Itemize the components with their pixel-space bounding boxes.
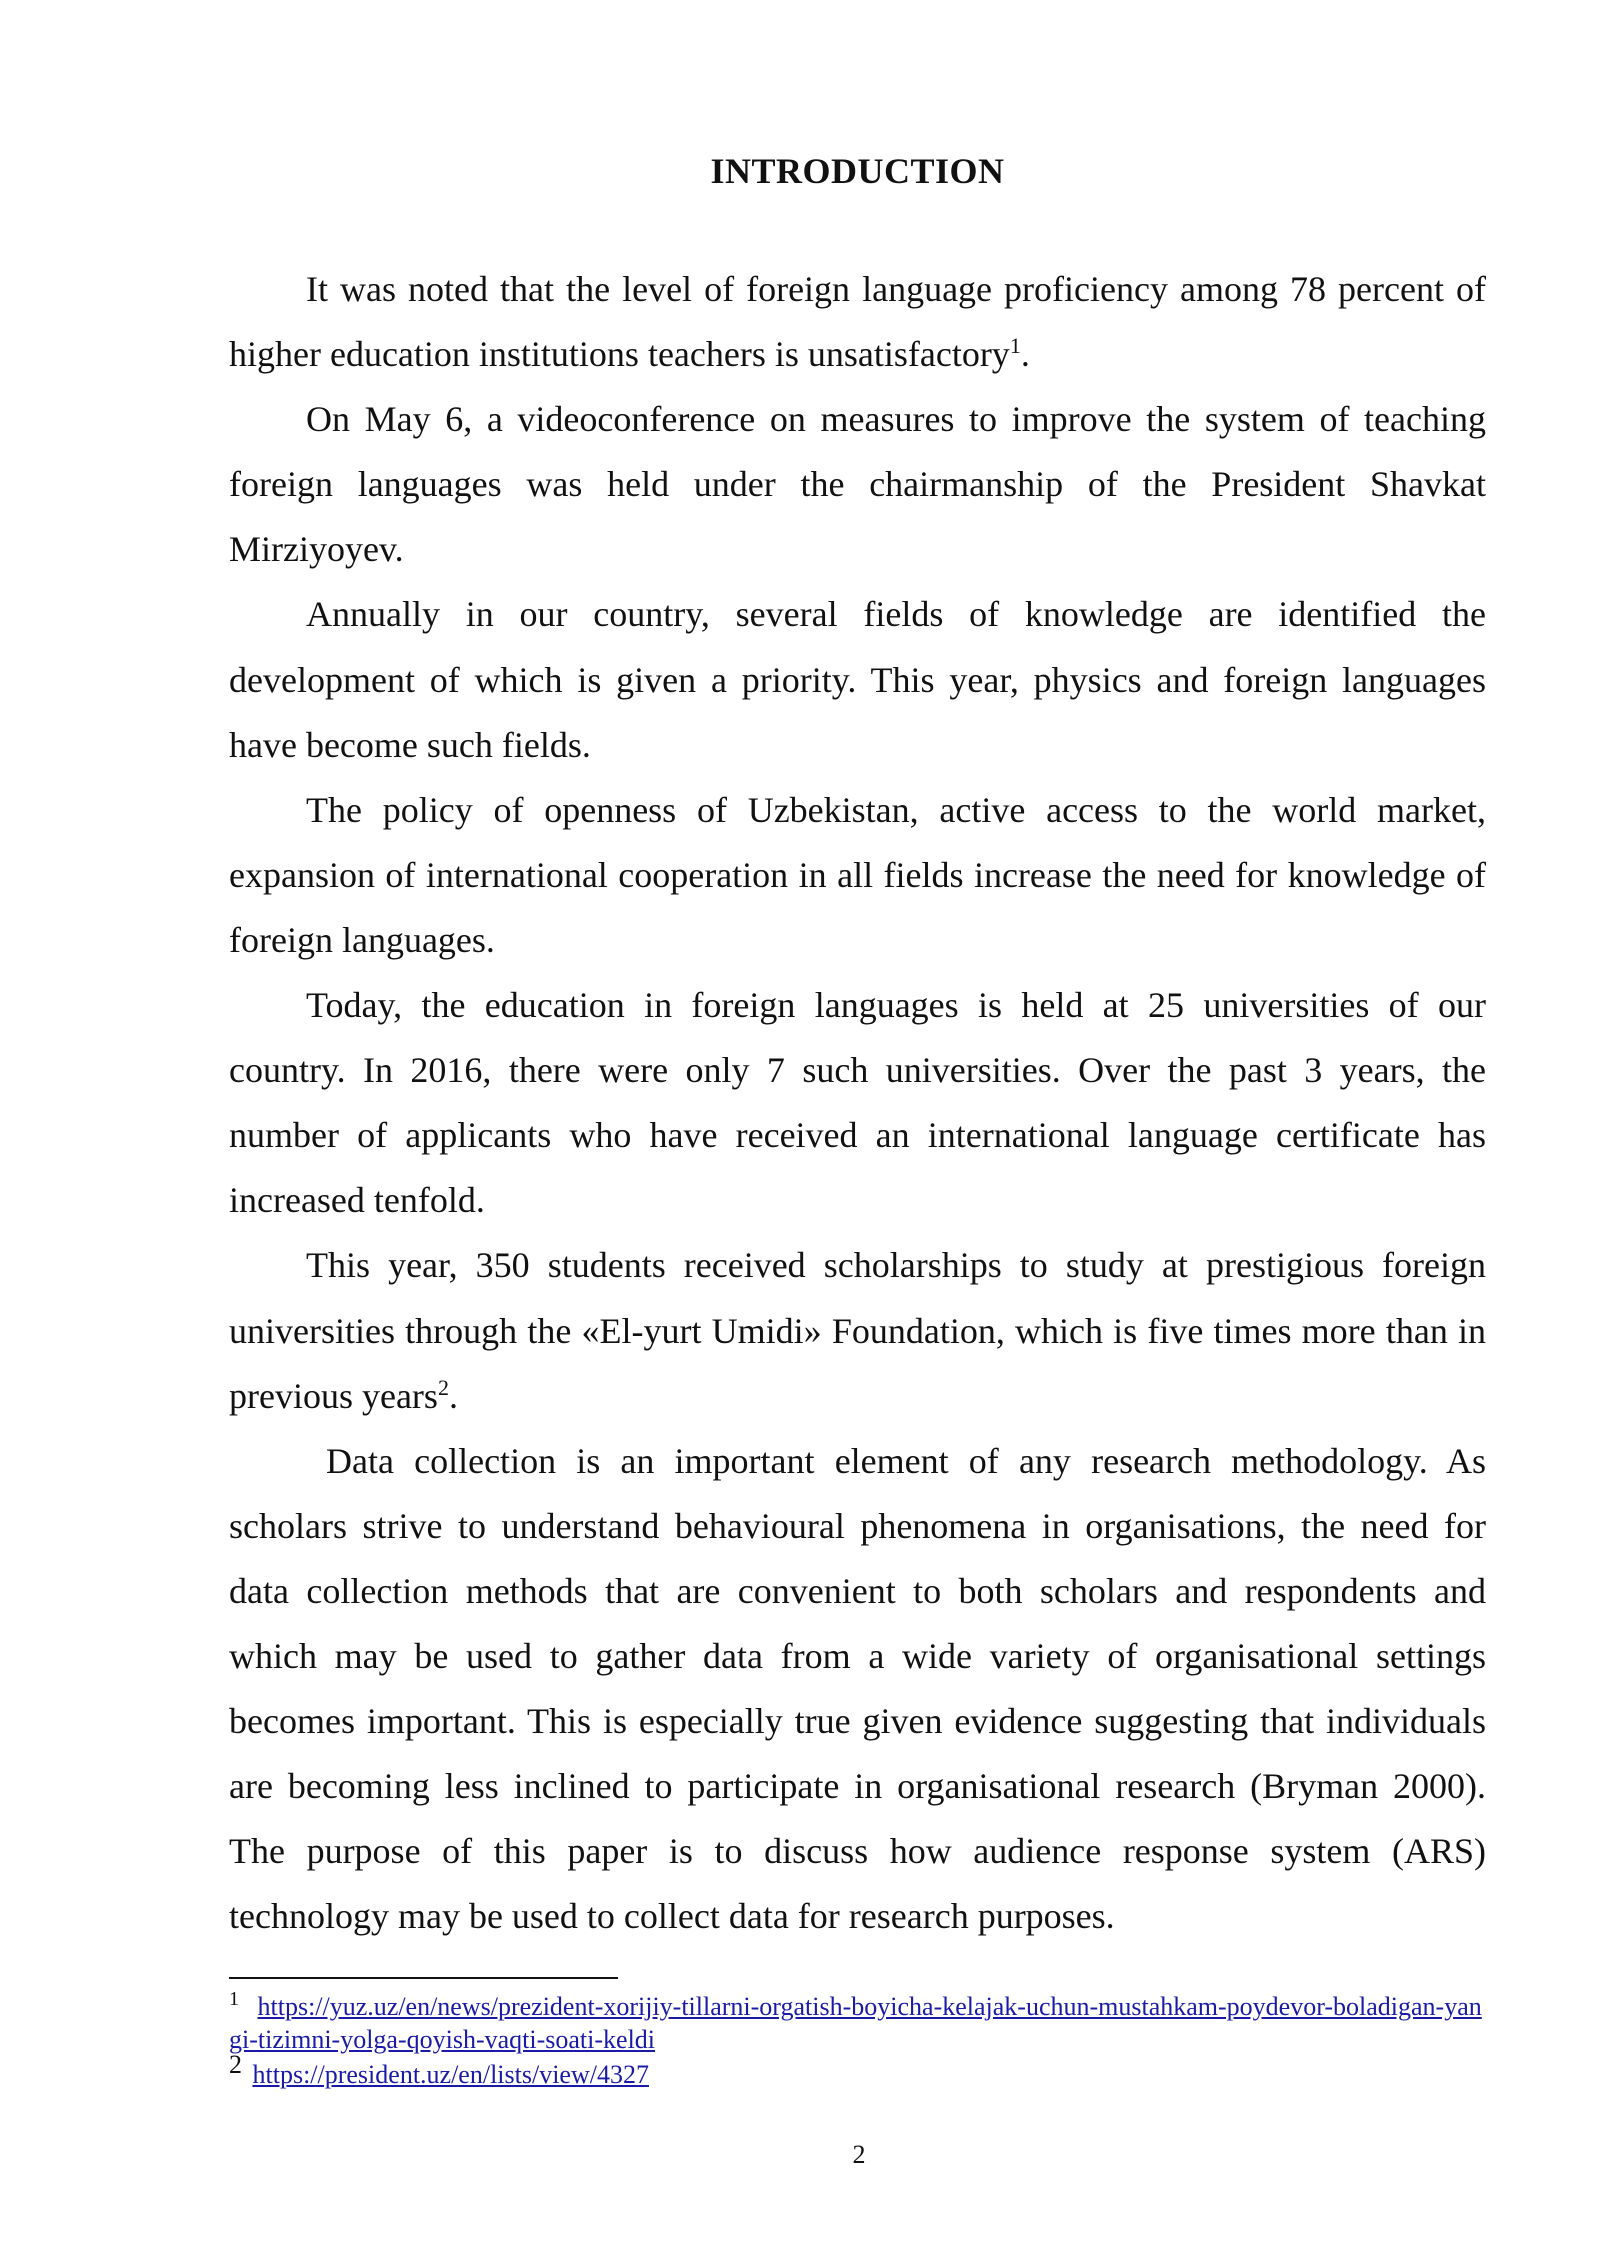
footnote-number: 1 [229,1988,239,2011]
footnote-separator [229,1977,618,1979]
paragraph-3: Annually in our country, several fields of knowledge are identified the development of which is given a priority. This year, physics and foreign languages have become such fields. [229,594,1486,765]
footnote-1 [229,1990,1493,2056]
paragraph-1-end: . [1020,334,1030,375]
paragraph-1 [229,257,1486,387]
footnote-link[interactable]: https://president.uz/en/lists/view/4327 [252,2060,649,2089]
page-title [0,150,1600,192]
paragraph-6 [229,1233,1486,1428]
paragraph-1-text: It was noted that the level of foreign language proficiency among 78 percent of higher education institutions teachers is unsatisfactory [229,269,1486,375]
paragraph-2: On May 6, a videoconference on measures to improve the system of teaching foreign languages was held under the chairmanship of the President Shavkat Mirziyoyev. [229,399,1486,570]
paragraph-7: Data collection is an important element of any research methodology. As scholars strive to understand behavioural phenomena in organisations, the need for data collection methods that are convenient to both scholars and respondents and which may be used to gather data from a wide variety of organisational settings becomes important. This is especially true given evidence suggesting that individuals are becoming less inclined to participate in organisational research (Bryman 2000). The purpose of this paper is to discuss how audience response system (ARS) technology may be used to collect data for research purposes. [229,1440,1486,1937]
body-text [229,257,1486,1949]
footnote-2 [229,2050,1493,2091]
footnote-ref-2[interactable]: 2 [437,1374,449,1400]
page-number: 2 [852,2140,866,2169]
footnote-link[interactable]: https://yuz.uz/en/news/prezident-xorijiy-tillarni-orgatish-boyicha-kelajak-uchun-mustahkam-poydevor-boladigan-yangi-tizimni-yolga-qoyish-vaqti-soati-keldi [229,1992,1482,2054]
title-text: INTRODUCTION [710,151,1005,191]
footnotes [229,1990,1493,2093]
paragraph-4: The policy of openness of Uzbekistan, active access to the world market, expansion of international cooperation in all fields increase the need for knowledge of foreign languages. [229,789,1486,960]
footnote-number: 2 [229,2050,242,2080]
paragraph-6-text: This year, 350 students received scholarships to study at prestigious foreign universities through the «El-yurt Umidi» Foundation, which is five times more than in previous years [229,1245,1486,1416]
paragraph-5: Today, the education in foreign languages is held at 25 universities of our country. In 2016, there were only 7 such universities. Over the past 3 years, the number of applicants who have received an international language certificate has increased tenfold. [229,985,1486,1221]
footnote-ref-1[interactable]: 1 [1009,333,1021,359]
paragraph-6-end: . [448,1375,458,1416]
